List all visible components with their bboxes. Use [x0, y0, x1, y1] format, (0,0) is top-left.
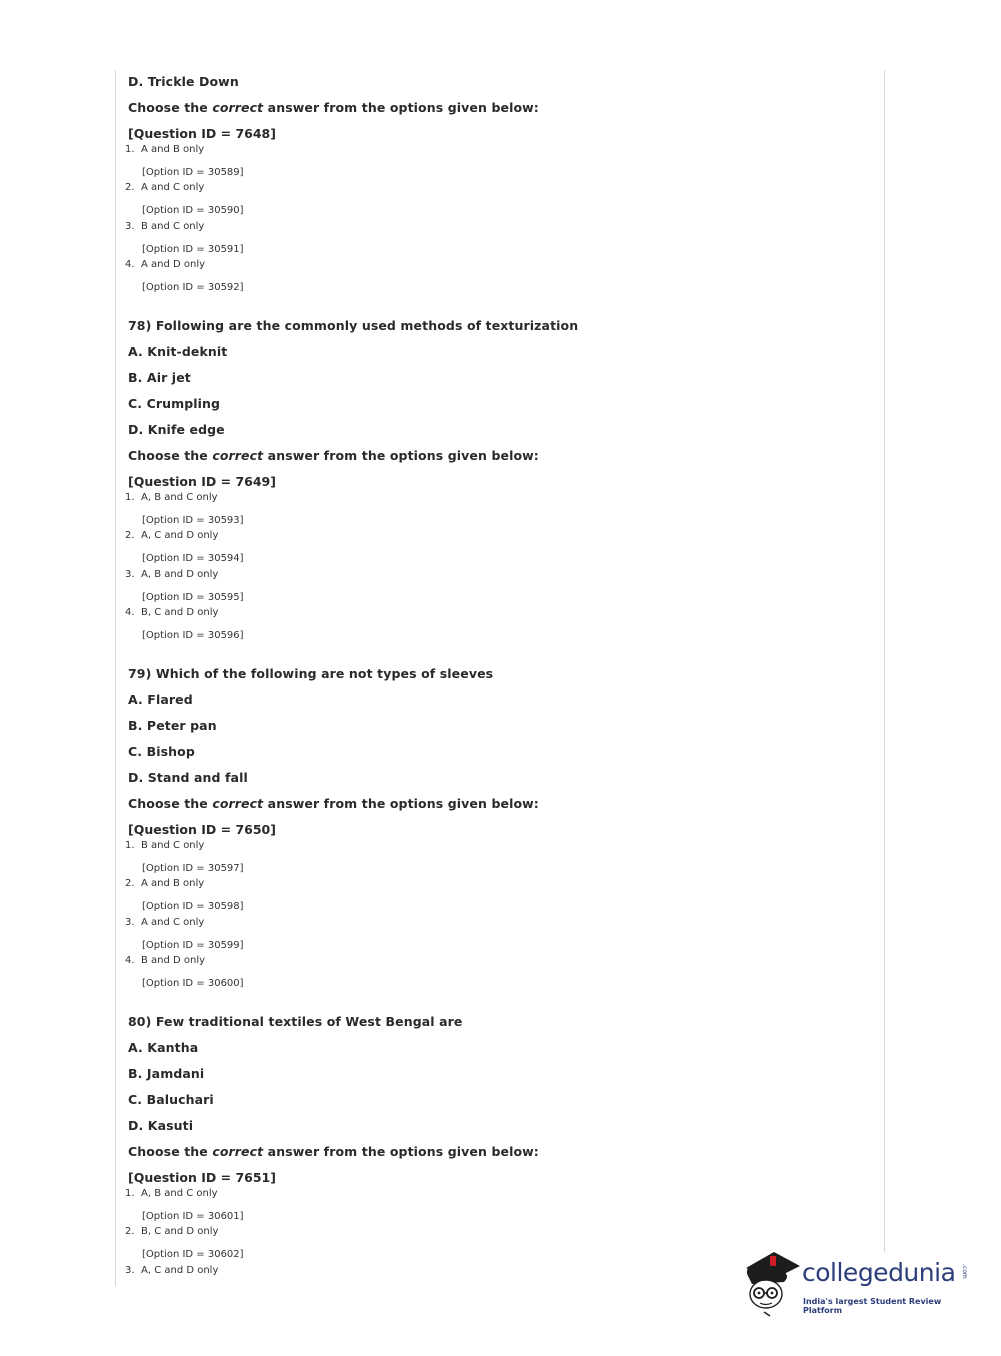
answer-option-number: 2. — [125, 1226, 135, 1237]
answer-option-text: B and C only — [141, 221, 205, 232]
answer-option-number: 1. — [125, 492, 135, 503]
answer-option-text: A and C only — [141, 182, 205, 193]
answer-option-number: 4. — [125, 607, 135, 618]
question-item: B. Peter pan — [128, 718, 217, 733]
answer-option-text: A, B and C only — [141, 1188, 218, 1199]
question-id: [Question ID = 7649] — [128, 474, 276, 489]
answer-option-number: 3. — [125, 1265, 135, 1276]
answer-option-text: B and D only — [141, 955, 206, 966]
question-item: C. Bishop — [128, 744, 195, 759]
answer-option-number: 1. — [125, 1188, 135, 1199]
question-id: [Question ID = 7648] — [128, 126, 276, 141]
answer-option-text: A and B only — [141, 878, 205, 889]
question-stem: 80) Few traditional textiles of West Bengal are — [128, 1014, 463, 1029]
answer-option-number: 1. — [125, 144, 135, 155]
answer-option-id: [Option ID = 30592] — [142, 282, 244, 293]
answer-option-id: [Option ID = 30598] — [142, 901, 244, 912]
question-item: C. Crumpling — [128, 396, 221, 411]
answer-option-number: 1. — [125, 840, 135, 851]
mascot-icon — [740, 1246, 802, 1322]
answer-option-number: 2. — [125, 530, 135, 541]
answer-option-id: [Option ID = 30591] — [142, 244, 244, 255]
choose-instruction: Choose the correct answer from the options given below: — [128, 448, 539, 463]
answer-option-id: [Option ID = 30590] — [142, 205, 244, 216]
answer-option-text: B and C only — [141, 840, 205, 851]
answer-option-text: A, B and C only — [141, 492, 218, 503]
answer-option-number: 4. — [125, 259, 135, 270]
question-item: B. Air jet — [128, 370, 191, 385]
question-item: D. Stand and fall — [128, 770, 248, 785]
answer-option-id: [Option ID = 30596] — [142, 630, 244, 641]
answer-option-id: [Option ID = 30597] — [142, 863, 244, 874]
choose-instruction: Choose the correct answer from the options given below: — [128, 796, 539, 811]
answer-option-id: [Option ID = 30595] — [142, 592, 244, 603]
question-item: A. Kantha — [128, 1040, 199, 1055]
answer-option-id: [Option ID = 30601] — [142, 1211, 244, 1222]
left-margin-line — [115, 70, 116, 1286]
right-margin-line — [884, 70, 885, 1252]
question-item: B. Jamdani — [128, 1066, 205, 1081]
answer-option-text: A and D only — [141, 259, 206, 270]
answer-option-number: 2. — [125, 182, 135, 193]
answer-option-id: [Option ID = 30602] — [142, 1249, 244, 1260]
answer-option-text: B, C and D only — [141, 607, 219, 618]
answer-option-text: A, C and D only — [141, 1265, 219, 1276]
logo-tagline: India's largest Student Review Platform — [803, 1297, 942, 1315]
choose-instruction: Choose the correct answer from the options given below: — [128, 1144, 539, 1159]
answer-option-number: 3. — [125, 221, 135, 232]
answer-option-text: A and B only — [141, 144, 205, 155]
answer-option-id: [Option ID = 30599] — [142, 940, 244, 951]
question-stem: 78) Following are the commonly used methods of texturization — [128, 318, 579, 333]
answer-option-number: 3. — [125, 569, 135, 580]
answer-option-text: B, C and D only — [141, 1226, 219, 1237]
logo-domain-suffix: .com — [961, 1264, 968, 1279]
option-item-d: D. Trickle Down — [128, 74, 239, 89]
question-id: [Question ID = 7650] — [128, 822, 276, 837]
answer-option-number: 3. — [125, 917, 135, 928]
logo-wordmark: collegedunia — [802, 1258, 956, 1287]
answer-option-id: [Option ID = 30600] — [142, 978, 244, 989]
answer-option-text: A, C and D only — [141, 530, 219, 541]
choose-instruction: Choose the correct answer from the options given below: — [128, 100, 539, 115]
question-item: D. Kasuti — [128, 1118, 194, 1133]
answer-option-id: [Option ID = 30593] — [142, 515, 244, 526]
answer-option-text: A and C only — [141, 917, 205, 928]
question-item: A. Knit-deknit — [128, 344, 228, 359]
answer-option-id: [Option ID = 30594] — [142, 553, 244, 564]
answer-option-text: A, B and D only — [141, 569, 219, 580]
question-item: C. Baluchari — [128, 1092, 214, 1107]
question-stem: 79) Which of the following are not types of sleeves — [128, 666, 494, 681]
question-item: D. Knife edge — [128, 422, 225, 437]
answer-option-id: [Option ID = 30589] — [142, 167, 244, 178]
collegedunia-logo[interactable] — [740, 1246, 970, 1322]
answer-option-number: 4. — [125, 955, 135, 966]
question-id: [Question ID = 7651] — [128, 1170, 276, 1185]
answer-option-number: 2. — [125, 878, 135, 889]
question-item: A. Flared — [128, 692, 193, 707]
